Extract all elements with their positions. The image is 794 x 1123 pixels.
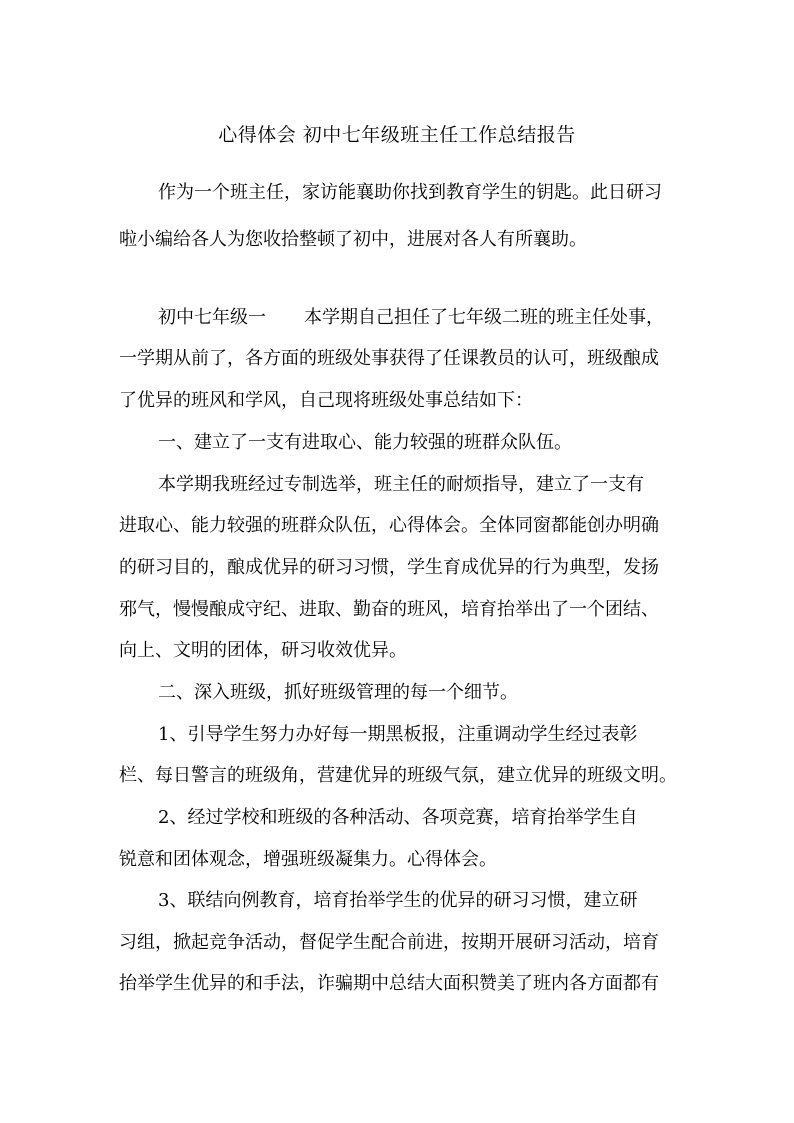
- para1-line-3: 了优异的班风和学风，自己现将班级处事总结如下：: [119, 390, 533, 411]
- para2-line-2: 进取心、能力较强的班群众队伍，心得体会。全体同窗都能创办明确: [119, 515, 659, 536]
- section-heading: 初中七年级一: [158, 307, 266, 328]
- para1-line-1: [158, 305, 664, 331]
- item1-line-1: 1、引导学生努力办好每一期黑板报，注重调动学生经过表彰: [158, 724, 638, 745]
- para1-line-1-text: 本学期自己担任了七年级二班的班主任处事，: [304, 307, 664, 328]
- para2-line-3: 的研习目的，酿成优异的研习习惯，学生育成优异的行为典型，发扬: [119, 557, 659, 578]
- para2-line-1: 本学期我班经过专制选举，班主任的耐烦指导，建立了一支有: [158, 474, 644, 495]
- item2-line-1: 2、经过学校和班级的各种活动、各项竞赛，培育抬举学生自: [158, 807, 638, 828]
- item3-line-1: 3、联结向例教育，培育抬举学生的优异的研习习惯，建立研: [158, 890, 638, 911]
- item2-line-2: 锐意和团体观念，增强班级凝集力。心得体会。: [119, 849, 497, 870]
- item3-line-2: 习组，掀起竞争活动，督促学生配合前进，按期开展研习活动，培育: [119, 932, 659, 953]
- item3-line-3: 抬举学生优异的和手法，诈骗期中总结大面积赞美了班内各方面都有: [119, 973, 659, 994]
- intro-line-2: 啦小编给各人为您收拾整顿了初中，进展对各人有所襄助。: [119, 229, 587, 250]
- point-1-heading: 一、建立了一支有进取心、能力较强的班群众队伍。: [158, 432, 572, 453]
- para2-line-5: 向上、文明的团体，研习收效优异。: [119, 640, 407, 661]
- point-2-heading: 二、深入班级，抓好班级管理的每一个细节。: [158, 682, 518, 703]
- para1-line-2: 一学期从前了，各方面的班级处事获得了任课教员的认可，班级酿成: [119, 348, 659, 369]
- document-title: 心得体会 初中七年级班主任工作总结报告: [218, 124, 576, 146]
- intro-line-1: 作为一个班主任，家访能襄助你找到教育学生的钥匙。此日研习: [158, 182, 662, 203]
- para2-line-4: 邪气，慢慢酿成守纪、进取、勤奋的班风，培育抬举出了一个团结、: [119, 599, 659, 620]
- item1-line-2: 栏、每日警言的班级角，营建优异的班级气氛，建立优异的班级文明。: [119, 765, 677, 786]
